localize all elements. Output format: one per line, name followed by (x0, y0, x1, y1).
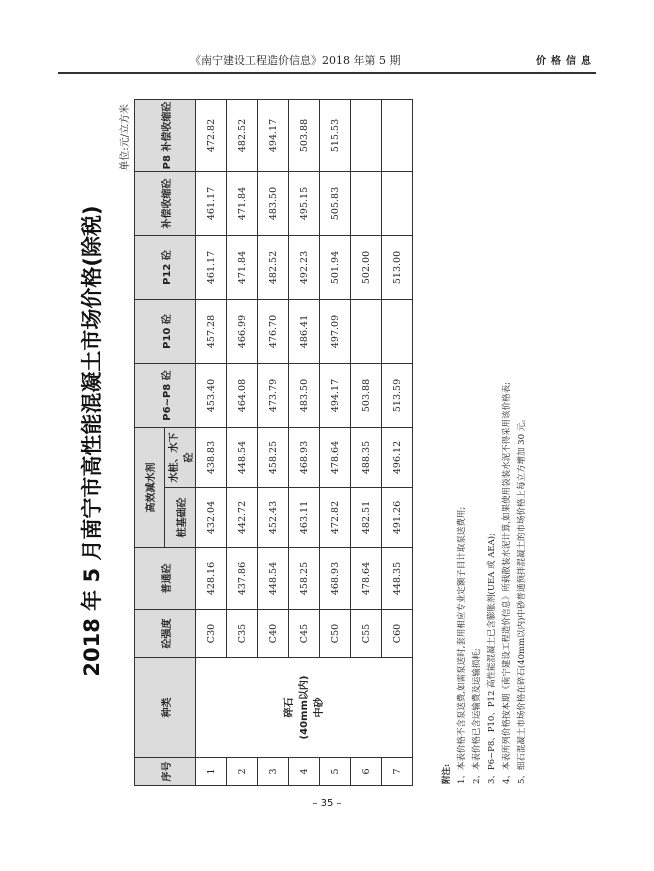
cell-comp (351, 172, 382, 236)
cell-p6p8: 483.50 (289, 364, 320, 428)
cell-plain: 468.93 (320, 548, 351, 610)
header-p10: P10 砼 (135, 300, 196, 364)
cell-p6p8: 453.40 (196, 364, 227, 428)
rotated-content (72, 96, 582, 786)
cell-grade: C30 (196, 610, 227, 658)
cell-comp: 471.84 (227, 172, 258, 236)
kind-line: 中砂 (313, 697, 325, 718)
header-p12: P12 砼 (135, 236, 196, 300)
cell-p6p8: 494.17 (320, 364, 351, 428)
cell-comp: 483.50 (258, 172, 289, 236)
cell-underwater: 468.93 (289, 428, 320, 488)
cell-p12: 461.17 (196, 236, 227, 300)
cell-underwater: 438.83 (196, 428, 227, 488)
cell-p10: 486.41 (289, 300, 320, 364)
cell-p12: 513.00 (382, 236, 413, 300)
cell-comp: 505.83 (320, 172, 351, 236)
cell-p6p8: 464.08 (227, 364, 258, 428)
cell-comp (382, 172, 413, 236)
cell-grade: C50 (320, 610, 351, 658)
cell-plain: 437.86 (227, 548, 258, 610)
table-body (196, 100, 413, 786)
cell-grade: C45 (289, 610, 320, 658)
header-kind: 种类 (135, 658, 196, 758)
cell-no: 2 (227, 758, 258, 786)
cell-pile: 491.26 (382, 488, 413, 548)
cell-pile: 452.43 (258, 488, 289, 548)
cell-pile: 463.11 (289, 488, 320, 548)
cell-p12: 501.94 (320, 236, 351, 300)
cell-p8comp: 503.88 (289, 100, 320, 172)
note-item: 1、本表价格不含泵送费,如需泵送时,套用相应专业定额子目计取泵送费用; (457, 506, 467, 784)
cell-grade: C55 (351, 610, 382, 658)
cell-comp: 495.15 (289, 172, 320, 236)
page-number: – 35 – (312, 798, 342, 809)
cell-p10: 466.99 (227, 300, 258, 364)
cell-no: 6 (351, 758, 382, 786)
cell-comp: 461.17 (196, 172, 227, 236)
cell-p6p8: 473.79 (258, 364, 289, 428)
notes-label: 附注: (442, 763, 452, 784)
section-label: 价格信息 (536, 56, 596, 67)
cell-no: 3 (258, 758, 289, 786)
cell-p10 (351, 300, 382, 364)
kind-line: 碎石 (283, 697, 295, 718)
note-item: 4、本表所列价格按本期《南宁建设工程造价信息》所载散装水泥计算,如果使用袋装水泥不得采用该价格表; (502, 382, 512, 784)
header-p6p8: P6~P8 砼 (135, 364, 196, 428)
cell-pile: 472.82 (320, 488, 351, 548)
cell-underwater: 458.25 (258, 428, 289, 488)
header-pile-foundation: 桩基础砼 (165, 488, 196, 548)
cell-grade: C35 (227, 610, 258, 658)
cell-plain: 448.54 (258, 548, 289, 610)
cell-underwater: 496.12 (382, 428, 413, 488)
cell-p8comp: 494.17 (258, 100, 289, 172)
table-row (196, 100, 227, 786)
cell-grade: C40 (258, 610, 289, 658)
cell-plain: 478.64 (351, 548, 382, 610)
cell-p12: 471.84 (227, 236, 258, 300)
cell-p8comp: 472.82 (196, 100, 227, 172)
cell-p8comp (351, 100, 382, 172)
unit-label: 单位:元/立方米 (120, 104, 131, 171)
cell-p10: 457.28 (196, 300, 227, 364)
cell-p10 (382, 300, 413, 364)
cell-plain: 428.16 (196, 548, 227, 610)
cell-plain: 448.35 (382, 548, 413, 610)
cell-p6p8: 513.59 (382, 364, 413, 428)
cell-p10: 497.09 (320, 300, 351, 364)
cell-p8comp: 482.52 (227, 100, 258, 172)
header-underwater-pile: 水桩、水下砼 (165, 428, 196, 488)
cell-pile: 432.04 (196, 488, 227, 548)
cell-p12: 502.00 (351, 236, 382, 300)
header-no: 序号 (135, 758, 196, 786)
page-title: 2018 年 5 月南宁市高性能混凝土市场价格(除税) (80, 205, 104, 677)
cell-grade: C60 (382, 610, 413, 658)
header-compensating: 补偿收缩砼 (135, 172, 196, 236)
publication-title: 《南宁建设工程造价信息》2018 年第 5 期 (190, 54, 401, 67)
cell-p10: 476.70 (258, 300, 289, 364)
cell-p6p8: 503.88 (351, 364, 382, 428)
cell-no: 7 (382, 758, 413, 786)
cell-p12: 482.52 (258, 236, 289, 300)
header-superplasticizer: 高效减水剂 (135, 428, 165, 548)
kind-cell (196, 658, 413, 758)
header-rule (58, 72, 596, 74)
header-grade: 砼强度 (135, 610, 196, 658)
note-item: 3、P6~P8、P10、P12 高性能混凝土已含膨胀剂(UEA 或 AEA); (487, 533, 497, 784)
cell-pile: 442.72 (227, 488, 258, 548)
note-item: 2、本表价格已含运输费及运输损耗; (472, 648, 482, 784)
cell-p8comp (382, 100, 413, 172)
cell-p12: 492.23 (289, 236, 320, 300)
cell-no: 4 (289, 758, 320, 786)
cell-p8comp: 515.53 (320, 100, 351, 172)
header-plain: 普通砼 (135, 548, 196, 610)
price-table (134, 99, 413, 786)
cell-underwater: 488.35 (351, 428, 382, 488)
header-p8-compensating: P8 补偿收缩砼 (135, 100, 196, 172)
kind-line: (40mm以内) (298, 675, 310, 740)
running-header (190, 50, 596, 68)
cell-no: 1 (196, 758, 227, 786)
cell-no: 5 (320, 758, 351, 786)
cell-pile: 482.51 (351, 488, 382, 548)
footnotes (440, 104, 530, 784)
note-item: 5、细石混凝土市场价格在碎石(40mm以内)中砂普通预拌混凝土的市场价格上每立方增加 30 元。 (517, 414, 527, 784)
cell-plain: 458.25 (289, 548, 320, 610)
cell-underwater: 448.54 (227, 428, 258, 488)
cell-underwater: 478.64 (320, 428, 351, 488)
